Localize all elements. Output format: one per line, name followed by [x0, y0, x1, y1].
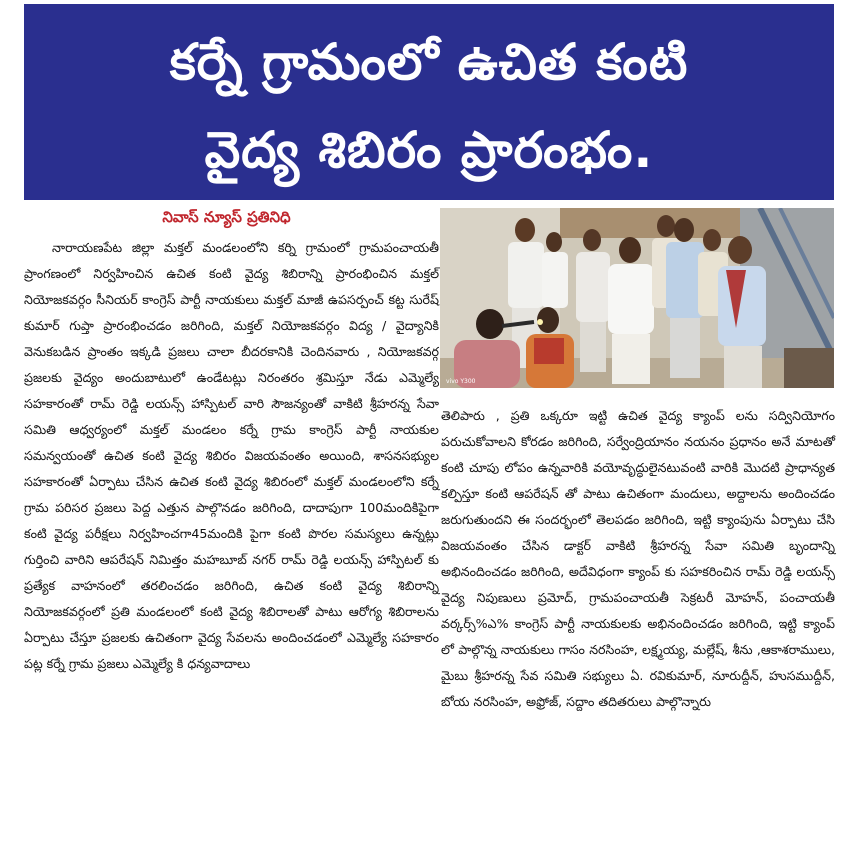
- article-right-column: [441, 403, 835, 715]
- article-right-text: తెలిపారు , ప్రతి ఒక్కరూ ఇట్టి ఉచిత వైద్య క్యాంప్ లను సద్వినియోగం పరుచుకోవాలని కోరడం జరిగింది, సర్వేంద్రియానం నయనం ప్రధానం అనే మాటతో కంటి చూపు లోపం ఉన్నవారికి వయోవృద్ధులైనటువంటి వారికి మొదటి ప్రాధాన్యత కల్పిస్తూ కంటి ఆపరేషన్ తో పాటు ఉచితంగా మందులు, అద్దాలను అందించడం జరుగుతుందని ఈ సందర్భంలో తెలపడం జరిగింది, ఇట్టి క్యాంపును ఏర్పాటు చేసి విజయవంతం చేసిన డాక్టర్ వాకిటి శ్రీహరన్న సేవా సమితి బృందాన్ని అభినందించడం జరిగింది, అదేవిధంగా క్యాంప్ కు సహకరించిన రామ్ రెడ్డి లయన్స్ వైద్య నిపుణులు ప్రమోద్, గ్రామపంచాయతీ సెక్రటరీ మోహన్, పంచాయతీ వర్కర్స్%ఎ% కాంగ్రెస్ పార్టీ నాయకులకు అభినందించడం జరిగింది, ఇట్టి క్యాంప్ లో పాల్గొన్న నాయకులు గాసం నరసింహ, లక్ష్మయ్య, మల్లేష్, శీను ,ఆకాశరాములు, మైబు శ్రీహరన్న సేవ సమితి సభ్యులు ఏ. రవికుమార్, నూరుద్దీన్, హుసముద్దీన్, బోయ నరసింహ, అఫ్రోజ్, సద్దాం తదితరులు పాల్గొన్నారు: [441, 408, 835, 709]
- byline: నివాస్ న్యూస్ ప్రతినిధి: [162, 208, 291, 226]
- eye-camp-photo-illustration: [440, 208, 834, 388]
- headline-banner: [24, 4, 834, 200]
- article-left-text: నారాయణపేట జిల్లా మక్తల్ మండలంలోని కర్ని గ్రామంలో గ్రామపంచాయతీ ప్రాంగణంలో నిర్వహించిన ఉచిత కంటి వైద్య శిబిరాన్ని ప్రారంభించిన మక్తల్ నియోజకవర్గం సీనియర్ కాంగ్రెస్ పార్టీ నాయకులు మక్తల్ మాజీ ఉపసర్పంచ్ కట్ట సురేష్ కుమార్ గుప్తా ప్రారంభించడం జరిగింది, మక్తల్ నియోజకవర్గం విద్య / వైద్యానికి వెనుకబడిన ప్రాంతం ఇక్కడి ప్రజలు చాలా బీదరకానికి చెందినవారు , నియోజకవర్గ ప్రజలకు వైద్యం అందుబాటులో ఉండేటట్లు నిరంతరం శ్రమిస్తూ నేడు ఎమ్మెల్యే సహకారంతో రామ్ రెడ్డి లయన్స్ హాస్పిటల్ వారి సౌజన్యంతో వాకిటి శ్రీహరన్న సేవా సమితి ఆధ్వర్యంలో మక్తల్ మండలం కర్నే గ్రామ కాంగ్రెస్ పార్టీ నాయకుల సమన్వయంతో ఉచిత కంటి వైద్య శిబిరం విజయవంతం అయింది, శాసనసభ్యుల సహకారంతో ఏర్పాటు చేసిన ఉచిత కంటి వైద్య శిబిరంలో మక్తల్ మండలంలోని కర్నే గ్రామ పరిసర ప్రజలు పెద్ద ఎత్తున పాల్గొనడం జరిగింది, దాదాపుగా 100మందికిపైగా కంటి వైద్య పరీక్షలు నిర్వహించగా45మందికి పైగా కంటి పొరల సమస్యలు ఉన్నట్లు గుర్తించి వారిని ఆపరేషన్ నిమిత్తం మహబూబ్ నగర్ రామ్ రెడ్డి లయన్స్ హాస్పిటల్ కు ప్రత్యేక వాహనంలో తరలించడం జరిగింది, ఉచిత కంటి వైద్య శిబిరాన్ని నియోజకవర్గంలో ప్రతి మండలంలో కంటి వైద్య శిబిరాలతో పాటు ఆరోగ్య శిబిరాలను ఏర్పాటు చేస్తూ ప్రజలకు ఉచితంగా వైద్య సేవలను అందించడంలో ఎమ్మెల్యే సహకారం పట్ల కర్నే గ్రామ ప్రజలు ఎమ్మెల్యే కి ధన్యవాదాలు: [24, 240, 439, 671]
- headline-line-2: వైద్య శిబిరం ప్రారంభం.: [204, 121, 654, 179]
- article-left-column: [24, 235, 439, 677]
- photo-watermark: vivo Y300: [446, 378, 476, 385]
- news-photo: [440, 208, 834, 388]
- headline-line-1: కర్నే గ్రామంలో ఉచిత కంటి: [169, 33, 689, 91]
